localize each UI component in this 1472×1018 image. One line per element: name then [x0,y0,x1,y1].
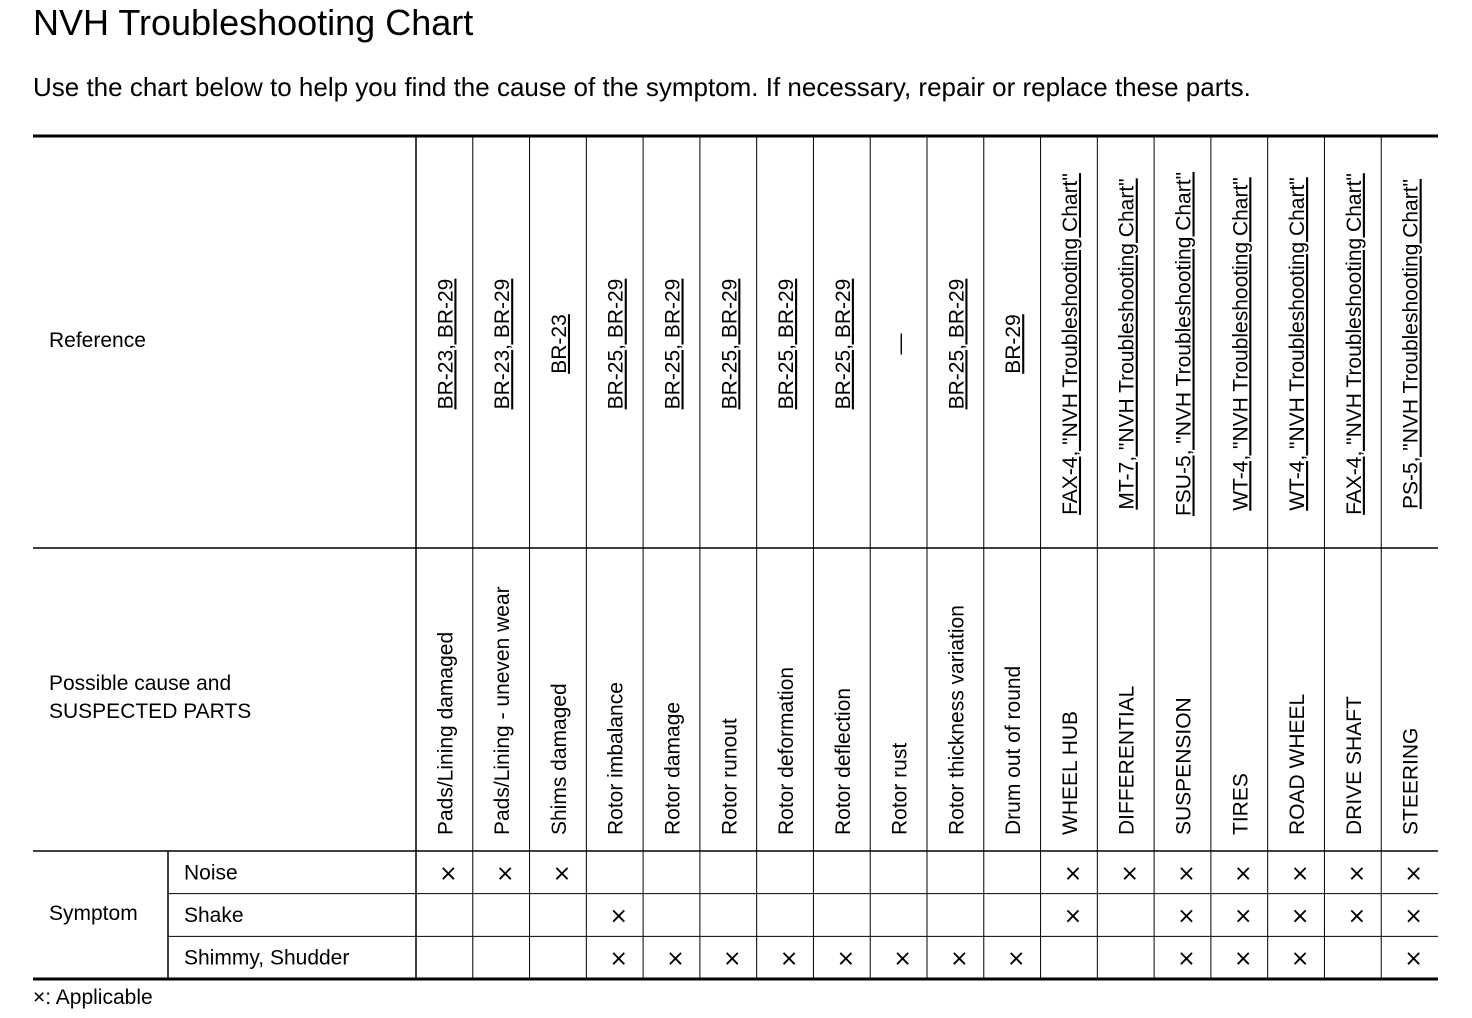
suspected-part-label: Rotor deformation [775,666,799,835]
applicable-mark: × [1120,861,1139,887]
applicable-mark: × [609,904,628,929]
applicable-mark: × [1347,861,1367,887]
symptom-label: Symptom [49,902,138,925]
applicable-mark: × [552,861,572,887]
suspected-part-label: Rotor deflection [831,687,855,835]
table-grid [33,136,1438,979]
suspected-part-label: Rotor thickness variation [945,605,969,835]
suspected-part-label: SUSPENSION [1172,697,1196,835]
suspected-part-label: Drum out of round [1002,665,1026,835]
applicable-mark: × [1347,904,1367,929]
reference-link[interactable]: BR-23, BR-29 [491,278,515,410]
reference-link[interactable]: BR-23, BR-29 [434,278,458,410]
reference-link[interactable]: FSU-5, "NVH Troubleshooting Chart" [1172,171,1196,517]
applicable-mark: × [495,861,515,887]
suspected-part-label: TIRES [1229,773,1253,835]
applicable-mark: × [439,861,458,887]
applicable-mark: × [1006,946,1026,972]
applicable-mark: × [1063,904,1083,929]
applicable-mark: × [1177,946,1196,972]
reference-link[interactable]: MT-7, "NVH Troubleshooting Chart" [1115,178,1139,510]
suspected-part-label: ROAD WHEEL [1286,693,1310,835]
suspected-part-label: DIFFERENTIAL [1115,685,1139,835]
suspected-part-label: Rotor damage [661,701,685,835]
suspected-part-label: Rotor imbalance [604,682,628,835]
reference-texts [434,172,1422,516]
applicable-mark: × [1234,861,1253,887]
reference-link[interactable]: BR-29 [1002,314,1026,374]
suspected-part-label: Pads/Lining damaged [434,631,458,835]
suspected-part-label: Shims damaged [547,683,571,835]
applicable-mark: × [723,946,742,972]
reference-link[interactable]: FAX-4, "NVH Troubleshooting Chart" [1058,173,1082,515]
reference-link[interactable]: BR-25, BR-29 [831,278,855,410]
reference-label: Reference [49,329,146,352]
applicable-mark: × [609,946,628,972]
applicable-mark: × [950,946,969,972]
reference-link[interactable]: BR-25, BR-29 [718,278,742,410]
reference-link[interactable]: BR-25, BR-29 [945,278,969,410]
suspected-part-label: DRIVE SHAFT [1342,696,1366,835]
suspected-parts-label: SUSPECTED PARTS [49,700,252,723]
applicable-mark: × [1290,946,1310,972]
reference-link[interactable]: BR-25, BR-29 [604,278,628,410]
applicable-mark: × [1063,861,1083,887]
reference-link: — [888,333,912,355]
suspected-part-label: STEERING [1399,727,1423,835]
applicable-mark: × [836,946,856,972]
applicable-mark: × [1404,861,1423,887]
applicable-mark: × [1290,861,1310,887]
reference-link[interactable]: WT-4, "NVH Troubleshooting Chart" [1286,177,1310,511]
reference-link[interactable]: BR-25, BR-29 [661,278,685,410]
applicable-mark: × [1234,904,1253,929]
applicable-mark: × [1404,946,1423,972]
reference-link[interactable]: BR-23 [547,314,571,374]
applicable-mark: × [1177,861,1196,887]
symptom-names [184,861,349,969]
intro-text: Use the chart below to help you find the cause of the symptom. If necessary, repair or replace these parts. [33,72,1251,102]
applicable-mark: × [779,946,799,972]
page-title: NVH Troubleshooting Chart [33,2,474,43]
applicable-mark: × [893,946,912,972]
symptom-name: Shimmy, Shudder [184,946,350,970]
suspected-part-label: Rotor runout [718,718,742,835]
applicable-mark: × [1290,904,1310,929]
symptom-name: Shake [184,904,244,927]
suspected-part-label: Pads/Lining - uneven wear [491,586,515,835]
legend-text: ×: Applicable [33,986,153,1009]
suspected-part-label: Rotor rust [888,742,912,835]
suspected-part-label: WHEEL HUB [1058,710,1082,835]
applicable-mark: × [1234,946,1253,972]
applicable-mark: × [1404,904,1423,929]
reference-link[interactable]: WT-4, "NVH Troubleshooting Chart" [1229,177,1253,511]
applicable-mark: × [666,946,685,972]
symptom-name: Noise [184,861,238,885]
reference-link[interactable]: PS-5, "NVH Troubleshooting Chart" [1399,178,1423,510]
applicable-mark: × [1177,904,1196,929]
reference-link[interactable]: BR-25, BR-29 [775,278,799,410]
part-texts [434,586,1422,835]
reference-link[interactable]: FAX-4, "NVH Troubleshooting Chart" [1342,173,1366,515]
possible-cause-label: Possible cause and [49,672,232,695]
